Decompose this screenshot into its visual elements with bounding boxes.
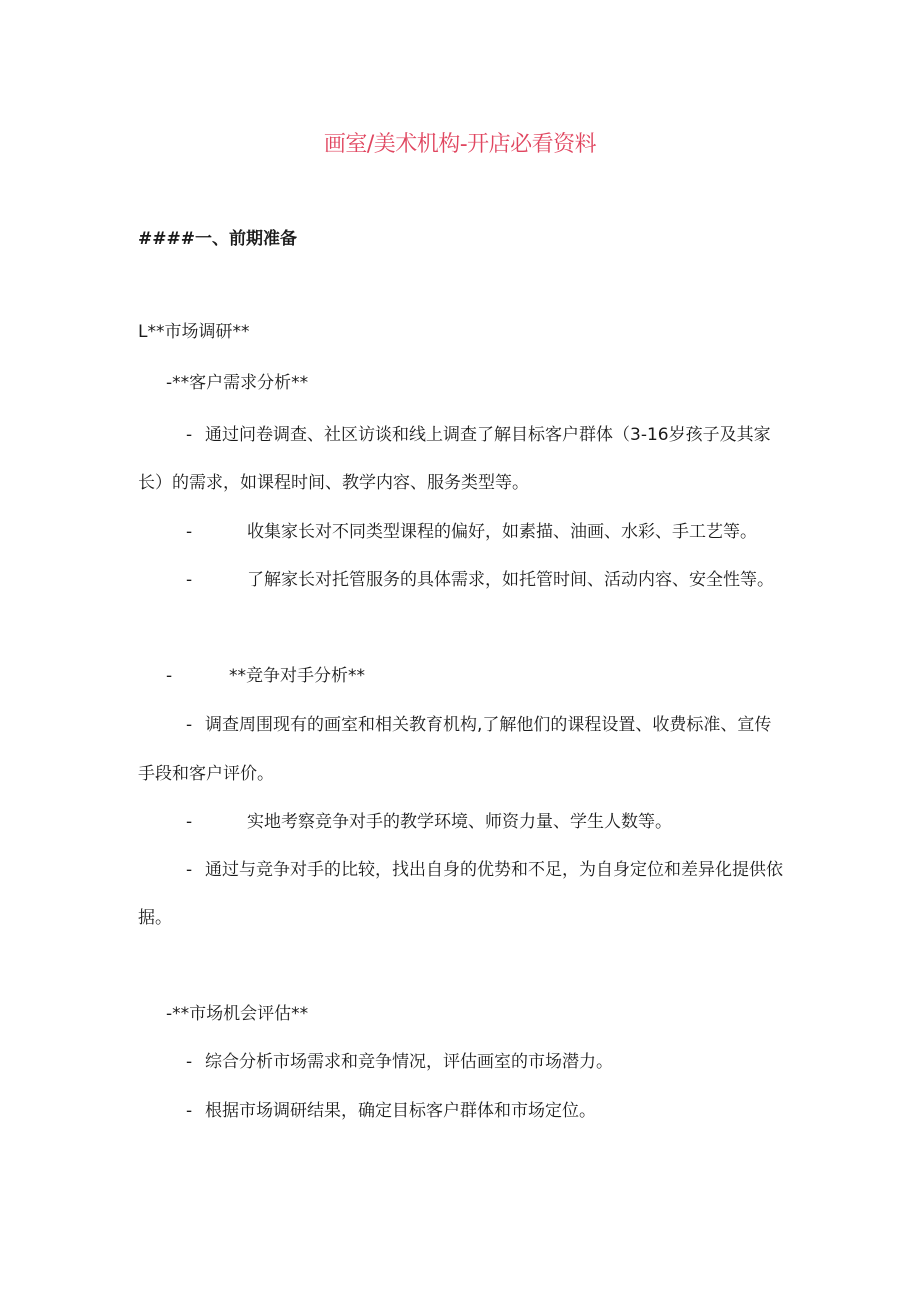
bullet-dash: - [186,715,193,735]
bullet-dash: - [186,860,193,880]
customer-item3: 了解家长对托管服务的具体需求，如托管时间、活动内容、安全性等。 [247,570,774,590]
bullet-dash: - [186,812,193,832]
competitor-item1-line1: 调查周围现有的画室和相关教育机构,了解他们的课程设置、收费标准、宣传 [205,715,772,735]
bullet-dash: - [186,570,193,590]
section-heading: ####一、前期准备 [138,229,297,249]
customer-item1-line1: 通过问卷调查、社区访谈和线上调查了解目标客户群体（3-16岁孩子及其家 [205,425,771,445]
competitor-item3-line1: 通过与竞争对手的比较，找出自身的优势和不足，为自身定位和差异化提供依 [205,860,783,880]
sub-heading-market-research: L**市场调研** [138,322,250,342]
customer-item2: 收集家长对不同类型课程的偏好，如素描、油画、水彩、手工艺等。 [247,522,757,542]
bullet-dash: - [186,522,193,542]
competitor-item1-line2: 手段和客户评价。 [138,764,274,784]
document-title: 画室/美术机构-开店必看资料 [323,132,597,157]
heading-competitor-analysis: **竞争对手分析** [229,666,365,686]
bullet-dash: - [166,666,173,686]
heading-market-opportunity: -**市场机会评估** [166,1004,309,1024]
bullet-dash: - [186,1052,193,1072]
bullet-dash: - [186,425,193,445]
opportunity-item1: 综合分析市场需求和竞争情况，评估画室的市场潜力。 [205,1052,613,1072]
competitor-item2: 实地考察竞争对手的教学环境、师资力量、学生人数等。 [247,812,672,832]
competitor-item3-line2: 据。 [138,908,172,928]
bullet-dash: - [186,1101,193,1121]
opportunity-item2: 根据市场调研结果，确定目标客户群体和市场定位。 [205,1101,596,1121]
customer-item1-line2: 长）的需求，如课程时间、教学内容、服务类型等。 [138,473,529,493]
heading-customer-needs: -**客户需求分析** [166,373,309,393]
